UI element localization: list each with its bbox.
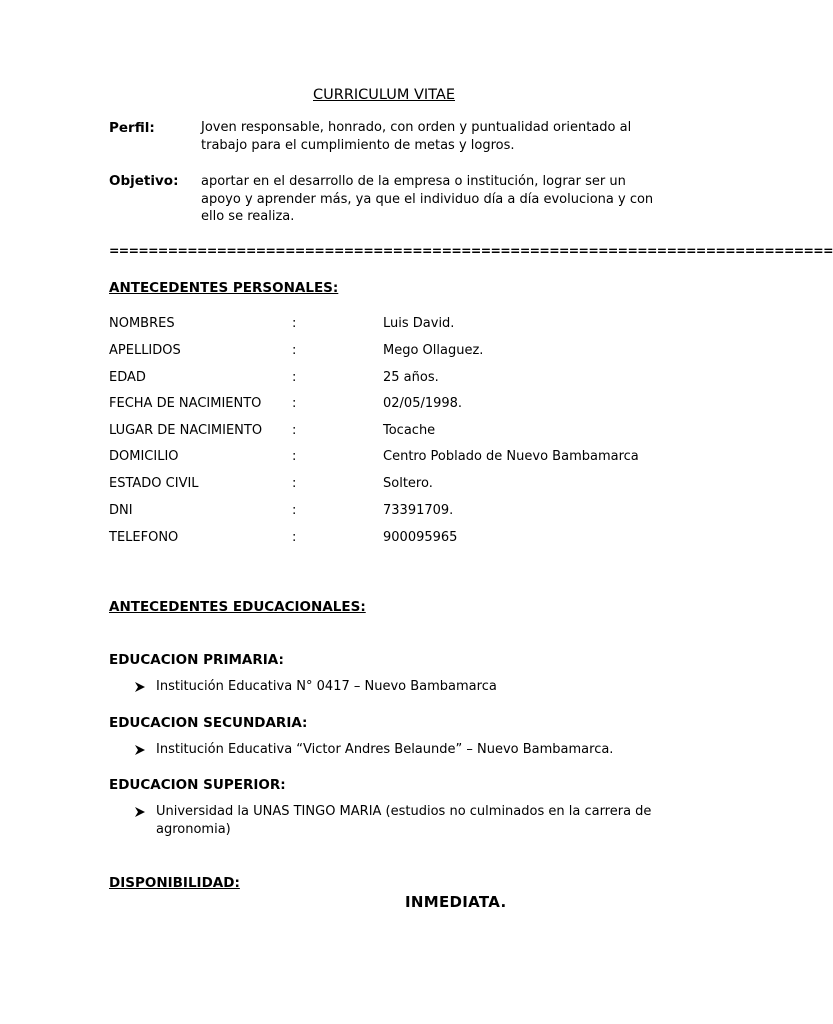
secondary-heading: EDUCACION SECUNDARIA: [109, 715, 308, 731]
personal-birthplace-value: Tocache [383, 423, 436, 438]
personal-heading: ANTECEDENTES PERSONALES: [109, 280, 339, 296]
personal-surname-colon: : [292, 343, 297, 358]
personal-birthdate-value: 02/05/1998. [383, 396, 463, 411]
personal-civil-status-value: Soltero. [383, 476, 433, 491]
personal-name-value: Luis David. [383, 316, 455, 331]
personal-row-lugar-nacimiento [0, 422, 768, 440]
personal-civil-status-colon: : [292, 476, 297, 491]
personal-row-edad [0, 369, 768, 387]
personal-row-telefono [0, 529, 768, 547]
personal-civil-status-label: ESTADO CIVIL [109, 476, 199, 491]
personal-surname-value: Mego Ollaguez. [383, 343, 484, 358]
personal-row-estado-civil [0, 475, 768, 493]
arrow-bullet-icon [134, 681, 146, 693]
personal-row-nombres [0, 315, 768, 333]
personal-age-value: 25 años. [383, 370, 439, 385]
personal-phone-colon: : [292, 530, 297, 545]
education-heading: ANTECEDENTES EDUCACIONALES: [109, 599, 366, 615]
personal-row-apellidos [0, 342, 768, 360]
personal-name-colon: : [292, 316, 297, 331]
objective-text: aportar en el desarrollo de la empresa o institución, lograr ser un apoyo y aprender más, ya que el individuo día a día evoluciona y con ello se realiza. [201, 174, 654, 224]
personal-row-fecha-nacimiento [0, 395, 768, 413]
personal-birthdate-colon: : [292, 396, 297, 411]
arrow-bullet-icon [134, 744, 146, 756]
profile-label: Perfil: [109, 120, 155, 136]
personal-age-label: EDAD [109, 370, 146, 385]
personal-dni-colon: : [292, 503, 297, 518]
personal-address-label: DOMICILIO [109, 449, 179, 464]
personal-birthdate-label: FECHA DE NACIMIENTO [109, 396, 262, 411]
personal-name-label: NOMBRES [109, 316, 175, 331]
personal-address-colon: : [292, 449, 297, 464]
availability-heading: DISPONIBILIDAD: [109, 875, 240, 891]
personal-row-domicilio [0, 448, 768, 466]
availability-value: INMEDIATA. [405, 893, 507, 911]
secondary-item: Institución Educativa “Victor Andres Belaunde” – Nuevo Bambamarca. [156, 742, 614, 757]
personal-age-colon: : [292, 370, 297, 385]
personal-row-dni [0, 502, 768, 520]
primary-heading: EDUCACION PRIMARIA: [109, 652, 284, 668]
personal-dni-label: DNI [109, 503, 133, 518]
personal-birthplace-colon: : [292, 423, 297, 438]
primary-item: Institución Educativa N° 0417 – Nuevo Bambamarca [156, 679, 497, 694]
personal-birthplace-label: LUGAR DE NACIMIENTO [109, 423, 263, 438]
personal-dni-value: 73391709. [383, 503, 454, 518]
objective-label: Objetivo: [109, 173, 179, 189]
arrow-bullet-icon [134, 806, 146, 818]
superior-item: Universidad la UNAS TINGO MARIA (estudios no culminados en la carrera de agronomia) [156, 804, 652, 837]
personal-phone-value: 900095965 [383, 530, 458, 545]
separator-line: ========================================================================== [109, 243, 833, 258]
profile-text: Joven responsable, honrado, con orden y puntualidad orientado al trabajo para el cumplimiento de metas y logros. [201, 120, 632, 153]
personal-surname-label: APELLIDOS [109, 343, 181, 358]
personal-phone-label: TELEFONO [109, 530, 179, 545]
personal-address-value: Centro Poblado de Nuevo Bambamarca [383, 449, 639, 464]
cv-title: CURRICULUM VITAE [313, 87, 455, 103]
superior-heading: EDUCACION SUPERIOR: [109, 777, 286, 793]
